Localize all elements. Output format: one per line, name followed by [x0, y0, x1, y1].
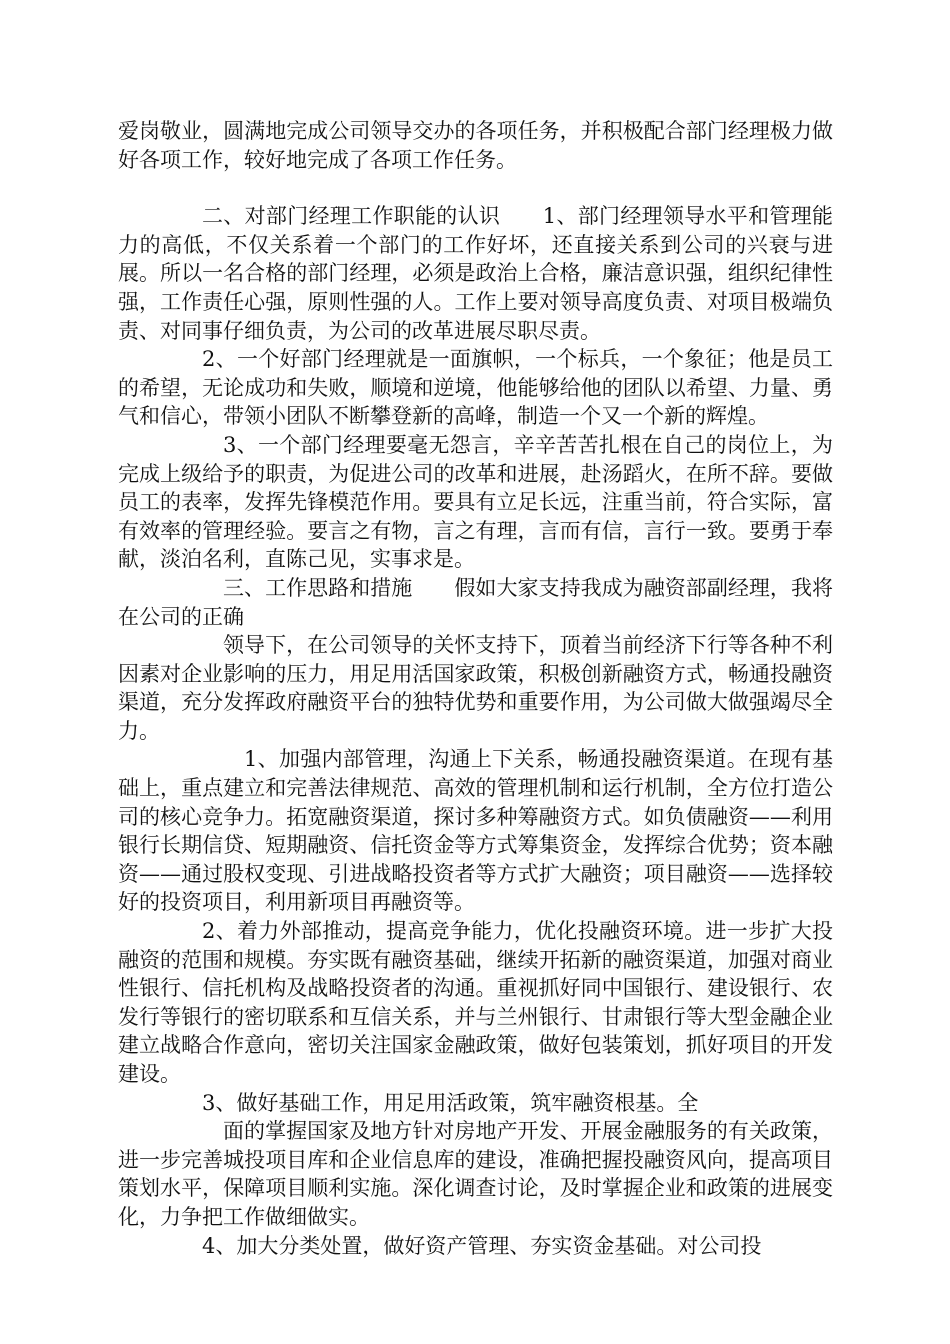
paragraph-section-three: 三、工作思路和措施 假如大家支持我成为融资部副经理，我将在公司的正确: [118, 575, 833, 629]
paragraph-measure-4: 4、加大分类处置，做好资产管理、夯实资金基础。对公司投: [202, 1233, 762, 1258]
paragraph-policy: 面的掌握国家及地方针对房地产开发、开展金融服务的有关政策，进一步完善城投项目库和企业信息库的建设，准确把握投融资风向，提高项目策划水平，保障项目顺利实施。深化调查讨论，及时掌握企业和政策的进展变化，力争把工作做细做实。: [118, 1119, 833, 1229]
paragraph-point-2: 2、一个好部门经理就是一面旗帜，一个标兵，一个象征；他是员工的希望，无论成功和失败，顺境和逆境，他能够给他的团队以希望、力量、勇气和信心，带领小团队不断攀登新的高峰，制造一个又一个新的辉煌。: [118, 347, 833, 429]
paragraph-section-two: 二、对部门经理工作职能的认识 1、部门经理领导水平和管理能力的高低，不仅关系着一个部门的工作好坏，还直接关系到公司的兴衰与进展。所以一名合格的部门经理，必须是政治上合格，廉洁意识强，组织纪律性强，工作责任心强，原则性强的人。工作上要对领导高度负责、对项目极端负责、对同事仔细负责，为公司的改革进展尽职尽责。: [118, 204, 833, 343]
paragraph-leadership: 领导下，在公司领导的关怀支持下，顶着当前经济下行等各种不利因素对企业影响的压力，用足用活国家政策，积极创新融资方式，畅通投融资渠道，充分发挥政府融资平台的独特优势和重要作用，为公司做大做强竭尽全力。: [118, 633, 833, 743]
paragraph-intro: 爱岗敬业，圆满地完成公司领导交办的各项任务，并积极配合部门经理极力做好各项工作，较好地完成了各项工作任务。: [118, 119, 833, 172]
paragraph-measure-2: 2、着力外部推动，提高竞争能力，优化投融资环境。进一步扩大投融资的范围和规模。夯实既有融资基础，继续开拓新的融资渠道，加强对商业性银行、信托机构及战略投资者的沟通。重视抓好同中国银行、建设银行、农发行等银行的密切联系和互信关系，并与兰州银行、甘肃银行等大型金融企业建立战略合作意向，密切关注国家金融政策，做好包装策划，抓好项目的开发建设。: [118, 919, 833, 1086]
document-page: [118, 117, 833, 1260]
paragraph-measure-1: 1、加强内部管理，沟通上下关系，畅通投融资渠道。在现有基础上，重点建立和完善法律规范、高效的管理机制和运行机制，全方位打造公司的核心竞争力。拓宽融资渠道，探讨多种筹融资方式。如负债融资——利用银行长期信贷、短期融资、信托资金等方式筹集资金，发挥综合优势；资本融资——通过股权变现、引进战略投资者等方式扩大融资；项目融资——选择较好的投资项目，利用新项目再融资等。: [118, 747, 833, 915]
paragraph-measure-3: 3、做好基础工作，用足用活政策，筑牢融资根基。全: [202, 1090, 699, 1115]
paragraph-gap: [118, 174, 833, 202]
paragraph-point-3: 3、一个部门经理要毫无怨言，辛辛苦苦扎根在自己的岗位上，为完成上级给予的职责，为促进公司的改革和进展，赴汤蹈火，在所不辞。要做员工的表率，发挥先锋模范作用。要具有立足长远，注重当前，符合实际，富有效率的管理经验。要言之有物，言之有理，言而有信，言行一致。要勇于奉献，淡泊名利，直陈己见，实事求是。: [118, 432, 833, 572]
